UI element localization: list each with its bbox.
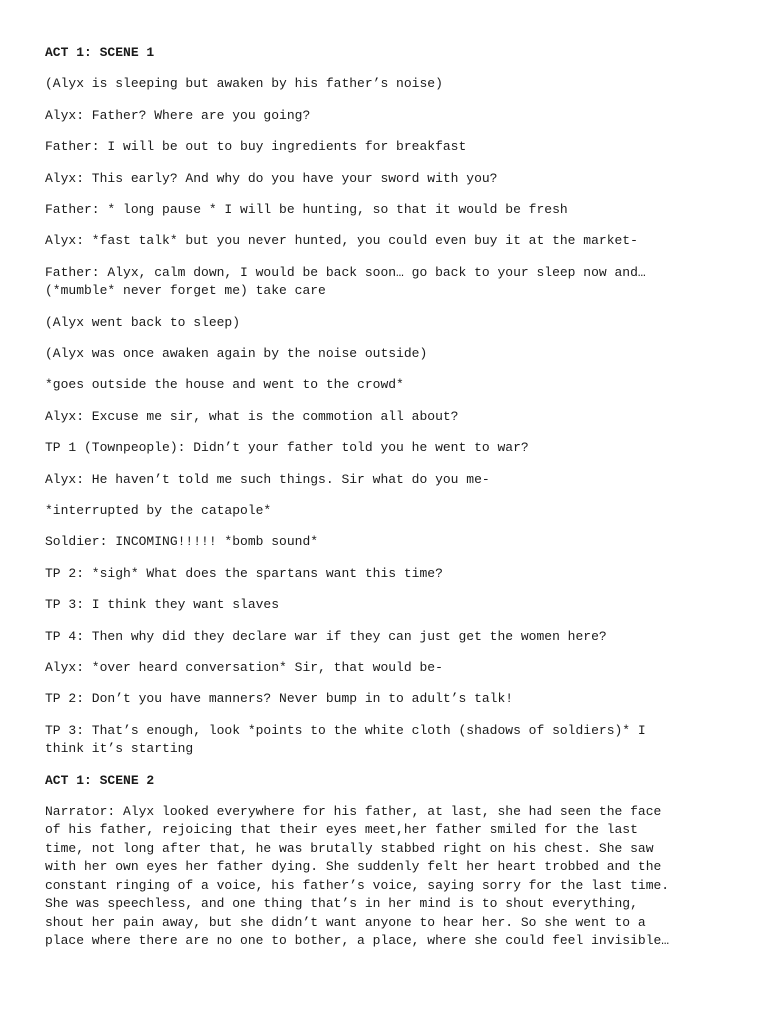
dialogue-line: Father: * long pause * I will be hunting, so that it would be fresh: [45, 201, 568, 217]
script-page: [45, 44, 745, 964]
dialogue-line: TP 2: Don’t you have manners? Never bump in to adult’s talk!: [45, 691, 514, 707]
dialogue-line: Alyx: Excuse me sir, what is the commotion all about?: [45, 408, 459, 424]
dialogue-line: Soldier: INCOMING!!!!! *bomb sound*: [45, 534, 319, 550]
dialogue-line: TP 3: I think they want slaves: [45, 597, 280, 613]
dialogue-line: Father: Alyx, calm down, I would be back soon… go back to your sleep now and… (*mumble* never forget me) take care: [45, 264, 646, 299]
dialogue-line: TP 1 (Townpeople): Didn’t your father told you he went to war?: [45, 440, 529, 456]
scene1-heading: ACT 1: SCENE 1: [45, 45, 155, 60]
dialogue-line: Alyx: *over heard conversation* Sir, that would be-: [45, 659, 443, 675]
dialogue-line: Alyx: He haven’t told me such things. Sir what do you me-: [45, 471, 490, 487]
stage-direction: *goes outside the house and went to the crowd*: [45, 377, 404, 393]
dialogue-line: TP 2: *sigh* What does the spartans want this time?: [45, 565, 443, 581]
dialogue-line: Alyx: Father? Where are you going?: [45, 107, 311, 123]
scene2-heading: ACT 1: SCENE 2: [45, 772, 155, 788]
dialogue-line: TP 3: That’s enough, look *points to the white cloth (shadows of soldiers)* I think it’s starting: [45, 722, 646, 757]
dialogue-line: Father: I will be out to buy ingredients for breakfast: [45, 139, 467, 155]
narration-paragraph: Narrator: Alyx looked everywhere for his father, at last, she had seen the face of his father, rejoicing that their eyes meet,her father smiled for the last time, not long after that, he was brutally stabbed right on his chest. She saw with her own eyes her father dying. She suddenly felt her heart trobbed and the constant ringing of a voice, his father’s voice, saying sorry for the last time. She was speechless, and one thing that’s in her mind is to shout everything, shout her pain away, but she didn’t want anyone to hear her. So she went to a place where there are no one to bother, a place, where she could feel invisible…: [45, 803, 670, 949]
dialogue-line: TP 4: Then why did they declare war if they can just get the women here?: [45, 628, 607, 644]
stage-direction: *interrupted by the catapole*: [45, 502, 272, 518]
dialogue-line: Alyx: *fast talk* but you never hunted, you could even buy it at the market-: [45, 233, 638, 249]
stage-direction: (Alyx was once awaken again by the noise outside): [45, 346, 428, 362]
stage-direction: (Alyx went back to sleep): [45, 314, 241, 330]
stage-direction: (Alyx is sleeping but awaken by his father’s noise): [45, 76, 443, 92]
dialogue-line: Alyx: This early? And why do you have your sword with you?: [45, 170, 498, 186]
